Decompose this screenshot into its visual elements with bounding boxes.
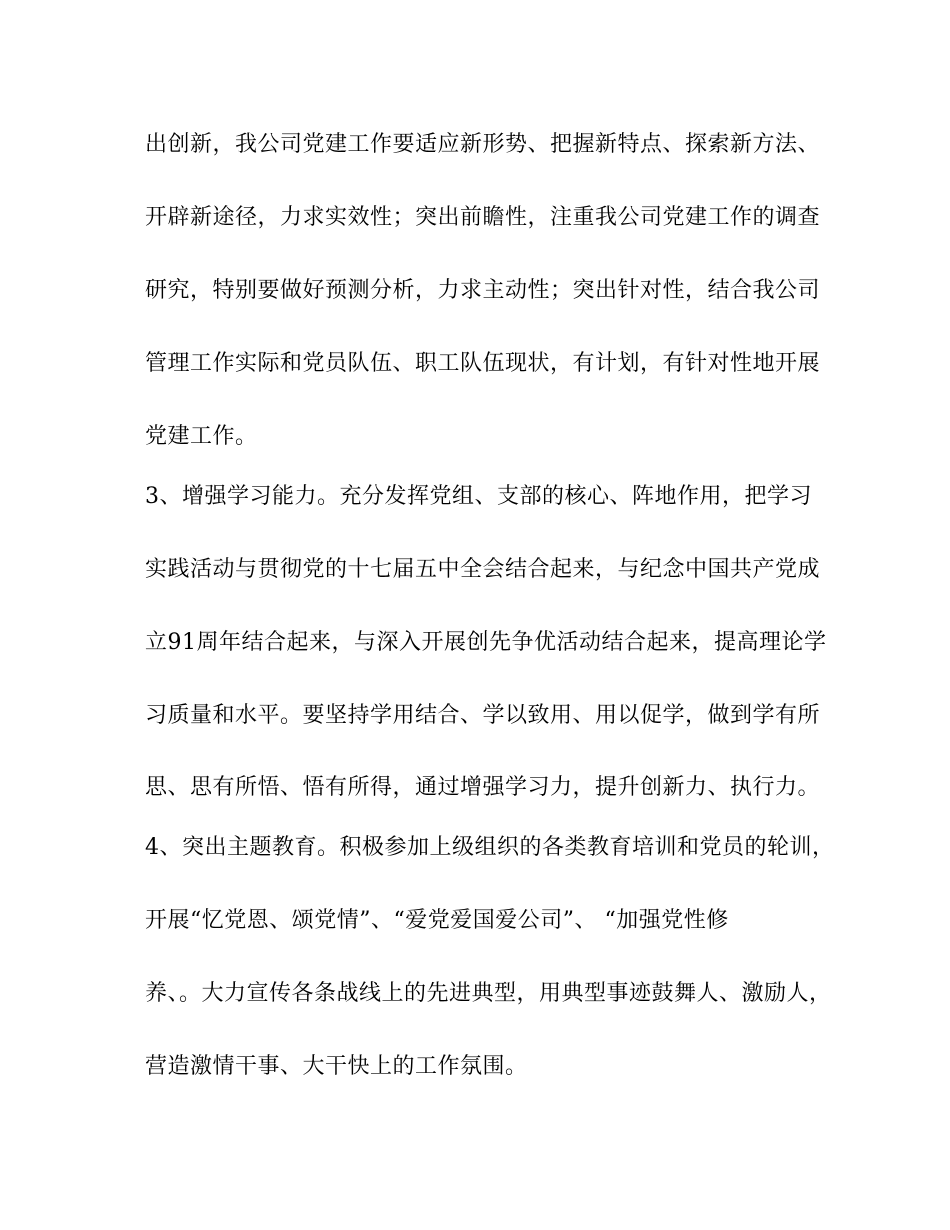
text-line-3: 研究，特别要做好预测分析，力求主动性；突出针对性，结合我公司 [145, 278, 821, 303]
text-line-12: 开展“忆党恩、颂党情”、“爱党爱国爱公司”、 “加强党性修 [145, 908, 729, 933]
text-line-11: 4、突出主题教育。积极参加上级组织的各类教育培训和党员的轮训， [145, 835, 835, 860]
text-line-5: 党建工作。 [145, 424, 258, 449]
text-line-7: 实践活动与贯彻党的十七届五中全会结合起来，与纪念中国共产党成 [145, 557, 821, 582]
text-line-10: 思、思有所悟、悟有所得，通过增强学习力，提升创新力、执行力。 [145, 775, 821, 800]
text-line-13: 养、。大力宣传各条战线上的先进典型，用典型事迹鼓舞人、激励人， [145, 981, 832, 1006]
text-line-14: 营造激情干事、大干快上的工作氛围。 [145, 1054, 528, 1079]
text-line-6: 3、增强学习能力。充分发挥党组、支部的核心、阵地作用，把学习 [145, 484, 812, 509]
text-line-9: 习质量和水平。要坚持学用结合、学以致用、用以促学，做到学有所 [145, 703, 821, 728]
text-line-8: 立91周年结合起来，与深入开展创先争优活动结合起来，提高理论学 [145, 630, 827, 655]
text-line-2: 开辟新途径，力求实效性；突出前瞻性，注重我公司党建工作的调查 [145, 205, 821, 230]
text-line-1: 出创新，我公司党建工作要适应新形势、把握新特点、探索新方法、 [145, 132, 821, 157]
text-line-4: 管理工作实际和党员队伍、职工队伍现状，有计划，有针对性地开展 [145, 351, 821, 376]
